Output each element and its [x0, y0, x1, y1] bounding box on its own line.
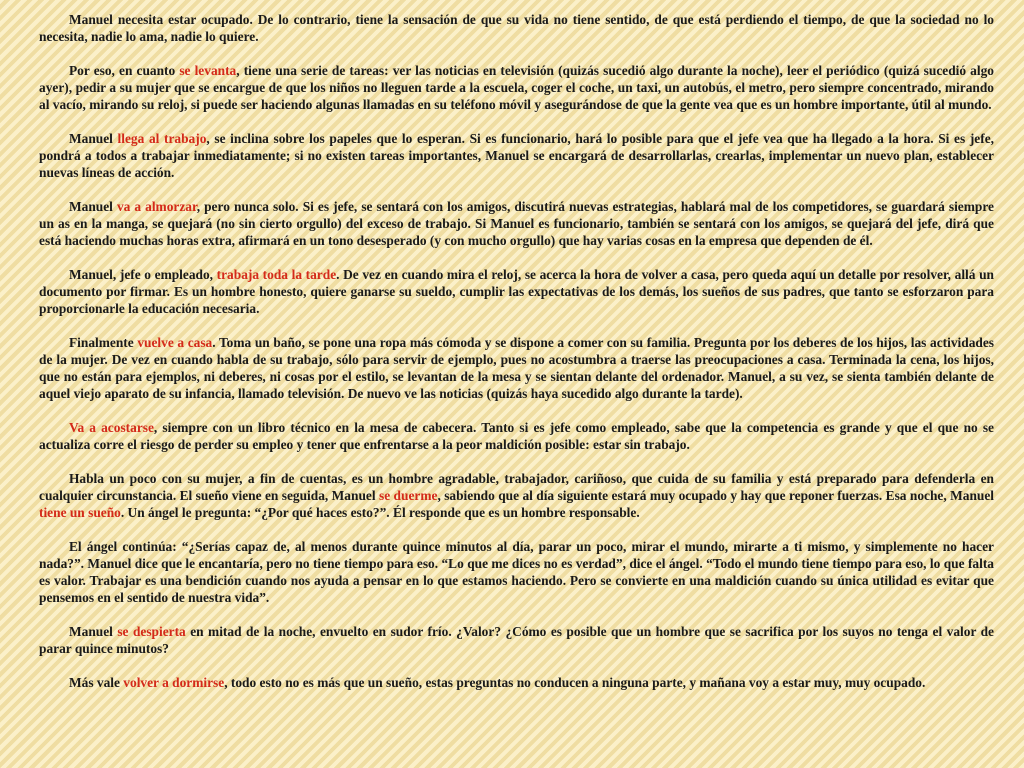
text-run: Manuel: [69, 624, 118, 639]
paragraph-1: [39, 11, 994, 45]
highlighted-phrase: volver a dormirse: [123, 675, 225, 690]
highlighted-phrase: va a almorzar: [116, 199, 197, 214]
paragraph-10: [39, 623, 994, 657]
highlighted-phrase: vuelve a casa: [137, 335, 213, 350]
text-run: , sabiendo que al día siguiente estará muy ocupado y hay que reponer fuerzas. Esa noche, Manuel: [437, 488, 995, 503]
paragraph-5: [39, 266, 994, 317]
paragraph-8: [39, 470, 994, 521]
text-run: , tiene una serie de tareas: ver las noticias en televisión (quizás sucedió algo durante la noche), leer el periódico (quizá sucedió algo ayer), pedir a su mujer que se encargue de que los niños no lleguen tarde a la escuela, coger el coche, un taxi, un autobús, el metro, pero siempre concentrado, mirando al vacío, mirando su reloj, si puede ser haciendo algunas llamadas en su teléfono móvil y asegurándose de que la gente vea que es un hombre importante, útil al mundo.: [39, 63, 994, 112]
paragraph-11: [39, 674, 994, 691]
paragraph-2: [39, 62, 994, 113]
text-run: , todo esto no es más que un sueño, estas preguntas no conducen a ninguna parte, y mañana voy a estar muy, muy ocupado.: [224, 675, 926, 690]
highlighted-phrase: se duerme: [378, 488, 438, 503]
text-run: . Toma un baño, se pone una ropa más cómoda y se dispone a comer con su familia. Pregunta por los deberes de los hijos, las actividades de la mujer. De vez en cuando habla de su trabajo, sólo para servir de ejemplo, pues no acostumbra a traerse las preocupaciones a casa. Terminada la cena, los hijos, que no están para ejemplos, ni deberes, ni cosas por el estilo, se levantan de la mesa y se sientan delante del ordenador. Manuel, a su vez, se sienta también delante de aquel viejo aparato de su infancia, llamado televisión. De nuevo ve las noticias (quizás haya sucedido algo durante la tarde).: [39, 335, 994, 401]
paragraph-7: [39, 419, 994, 453]
highlighted-phrase: tiene un sueño: [39, 505, 121, 520]
text-run: El ángel continúa: “¿Serías capaz de, al menos durante quince minutos al día, parar un poco, mirar el mundo, mirarte a ti mismo, y simplemente no hacer nada?”. Manuel dice que le encantaría, pero no tiene tiempo para eso. “Lo que me dices no es verdad”, dice el ángel. “Todo el mundo tiene tiempo para eso, lo que falta es valor. Trabajar es una bendición cuando nos ayuda a pensar en lo que estamos haciendo. Pero se convierte en una maldición cuando su única utilidad es evitar que pensemos en el sentido de nuestra vida”.: [39, 539, 994, 605]
text-run: , pero nunca solo. Si es jefe, se sentará con los amigos, discutirá nuevas estrategias, hablará mal de los competidores, se guardará siempre un as en la manga, se quejará (no sin cierto orgullo) del exceso de trabajo. Si Manuel es funcionario, también se sentará con los amigos, se quejará del jefe, dirá que está haciendo muchas horas extra, afirmará en un tono desesperado (y con mucho orgullo) que hay varias cosas en la empresa que dependen de él.: [39, 199, 994, 248]
text-run: , se inclina sobre los papeles que lo esperan. Si es funcionario, hará lo posible para que el jefe vea que ha llegado a la hora. Si es jefe, pondrá a todos a trabajar inmediatamente; si no existen tareas importantes, Manuel se encargará de desarrollarlas, crearlas, implementar un nuevo plan, establecer nuevas líneas de acción.: [39, 131, 994, 180]
paragraph-4: [39, 198, 994, 249]
text-run: , siempre con un libro técnico en la mesa de cabecera. Tanto si es jefe como empleado, sabe que la competencia es grande y que el que no se actualiza corre el riesgo de perder su empleo y tener que enfrentarse a la peor maldición posible: estar sin trabajo.: [39, 420, 995, 452]
highlighted-phrase: llega al trabajo: [117, 131, 207, 146]
text-run: Manuel necesita estar ocupado. De lo contrario, tiene la sensación de que su vida no tiene sentido, de que está perdiendo el tiempo, de que la sociedad no lo necesita, nadie lo ama, nadie lo quiere.: [39, 12, 994, 44]
highlighted-phrase: se levanta: [179, 63, 237, 78]
text-run: Manuel: [69, 199, 117, 214]
paragraph-6: [39, 334, 994, 402]
highlighted-phrase: trabaja toda la tarde: [216, 267, 337, 282]
paragraph-9: [39, 538, 994, 606]
highlighted-phrase: Va a acostarse: [69, 420, 154, 435]
text-run: Por eso, en cuanto: [69, 63, 180, 78]
document-body: [39, 11, 994, 691]
text-run: . De vez en cuando mira el reloj, se acerca la hora de volver a casa, pero queda aquí un detalle por resolver, allá un documento por firmar. Es un hombre honesto, quiere ganarse su sueldo, cumplir las expectativas de los demás, los sueños de sus padres, que tanto se esforzaron para proporcionarle la educación necesaria.: [39, 267, 994, 316]
text-run: Habla un poco con su mujer, a fin de cuentas, es un hombre agradable, trabajador, cariñoso, que cuida de su familia y está preparado para defenderla en cualquier circunstancia. El sueño viene en seguida, Manuel: [39, 471, 994, 503]
paragraph-3: [39, 130, 994, 181]
text-run: en mitad de la noche, envuelto en sudor frío. ¿Valor? ¿Cómo es posible que un hombre que se sacrifica por los suyos no tenga el valor de parar quince minutos?: [39, 624, 994, 656]
text-run: Manuel: [69, 131, 118, 146]
text-run: Más vale: [69, 675, 124, 690]
text-run: . Un ángel le pregunta: “¿Por qué haces esto?”. Él responde que es un hombre responsable.: [120, 505, 640, 520]
highlighted-phrase: se despierta: [117, 624, 186, 639]
text-run: Finalmente: [69, 335, 138, 350]
text-run: Manuel, jefe o empleado,: [69, 267, 217, 282]
